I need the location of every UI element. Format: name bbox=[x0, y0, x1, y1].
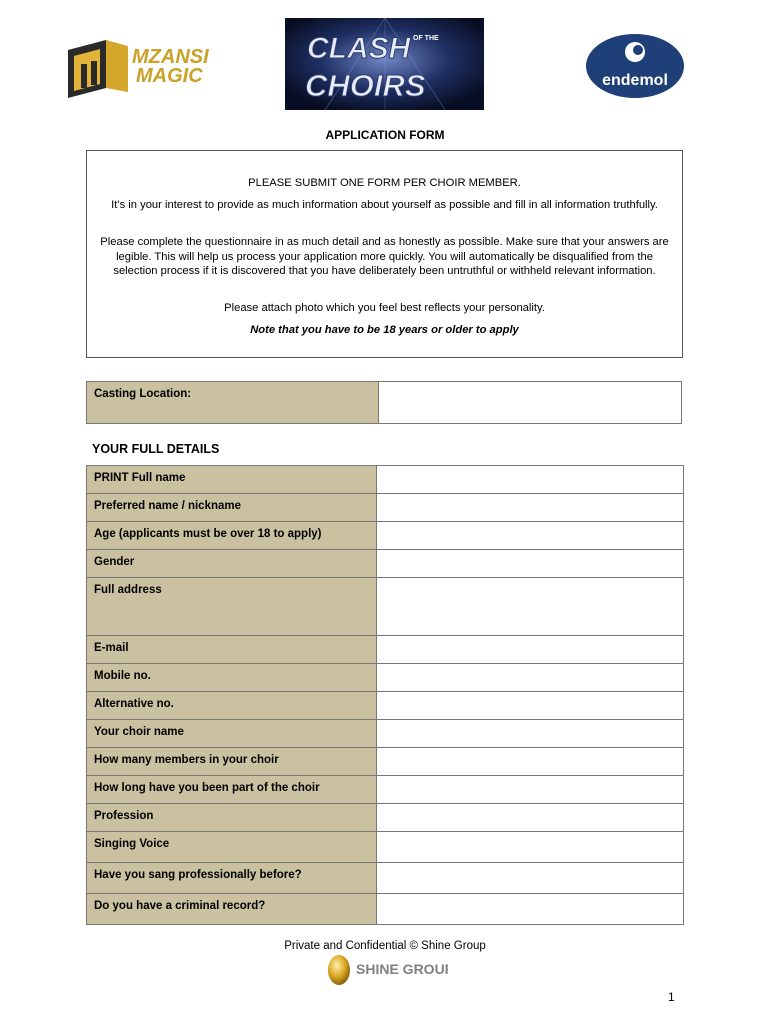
field-label: Mobile no. bbox=[87, 664, 377, 692]
field-label: Alternative no. bbox=[87, 692, 377, 720]
table-row bbox=[87, 664, 684, 692]
table-row bbox=[87, 466, 684, 494]
field-input[interactable] bbox=[377, 578, 684, 636]
footer-confidential: Private and Confidential © Shine Group bbox=[284, 940, 486, 952]
field-label: PRINT Full name bbox=[87, 466, 377, 494]
clash-logo-artwork bbox=[285, 18, 484, 110]
field-input[interactable] bbox=[377, 832, 684, 863]
instruction-interest: It’s in your interest to provide as much information about yourself as possible and fill in all information truthfully. bbox=[111, 199, 658, 211]
casting-location-input[interactable] bbox=[379, 382, 682, 424]
magic-text: MAGIC bbox=[136, 65, 203, 87]
field-label: Your choir name bbox=[87, 720, 377, 748]
shine-group-text: SHINE GROUP bbox=[356, 961, 448, 977]
clash-of-the-choirs-logo bbox=[285, 18, 484, 110]
of-the-word: OF THE bbox=[413, 35, 439, 42]
shine-group-logo bbox=[326, 952, 448, 988]
table-row bbox=[87, 578, 684, 636]
field-input[interactable] bbox=[377, 720, 684, 748]
table-row bbox=[87, 692, 684, 720]
table-row bbox=[87, 748, 684, 776]
instruction-photo: Please attach photo which you feel best reflects your personality. bbox=[224, 302, 545, 314]
mzansi-magic-logo bbox=[66, 36, 226, 102]
table-row bbox=[87, 863, 684, 894]
field-input[interactable] bbox=[377, 466, 684, 494]
field-input[interactable] bbox=[377, 494, 684, 522]
field-label: Have you sang professionally before? bbox=[87, 863, 377, 894]
instruction-detail: Please complete the questionnaire in as much detail and as honestly as possible. Make sure that your answers are legible. This will help us process your application more quickly. You will automatically be disqualified from the selection process if it is discovered that you have deliberately been untruthful or withheld relevant information. bbox=[100, 236, 669, 278]
table-row bbox=[87, 494, 684, 522]
table-row bbox=[87, 804, 684, 832]
field-label: Profession bbox=[87, 804, 377, 832]
page-number: 1 bbox=[668, 990, 675, 1004]
instructions-box bbox=[86, 150, 683, 358]
field-label: Singing Voice bbox=[87, 832, 377, 863]
endemol-emblem bbox=[585, 33, 685, 99]
casting-location-table bbox=[86, 381, 682, 424]
field-label: How many members in your choir bbox=[87, 748, 377, 776]
full-details-table bbox=[86, 465, 684, 925]
table-row bbox=[87, 832, 684, 863]
age-note: Note that you have to be 18 years or older to apply bbox=[250, 324, 519, 336]
form-title: APPLICATION FORM bbox=[325, 128, 445, 142]
table-row bbox=[87, 894, 684, 925]
endemol-logo bbox=[585, 33, 685, 99]
endemol-text: endemol bbox=[602, 72, 668, 89]
field-label: Gender bbox=[87, 550, 377, 578]
field-label: Preferred name / nickname bbox=[87, 494, 377, 522]
table-row bbox=[87, 636, 684, 664]
mzansi-text: MZANSI bbox=[132, 46, 209, 68]
table-row bbox=[87, 550, 684, 578]
field-input[interactable] bbox=[377, 664, 684, 692]
table-row bbox=[87, 720, 684, 748]
field-label: Age (applicants must be over 18 to apply) bbox=[87, 522, 377, 550]
table-row bbox=[87, 776, 684, 804]
field-input[interactable] bbox=[377, 804, 684, 832]
field-input[interactable] bbox=[377, 522, 684, 550]
shine-group-emblem bbox=[326, 952, 448, 988]
field-label: E-mail bbox=[87, 636, 377, 664]
instruction-one-form: PLEASE SUBMIT ONE FORM PER CHOIR MEMBER. bbox=[248, 177, 521, 189]
field-label: Do you have a criminal record? bbox=[87, 894, 377, 925]
field-input[interactable] bbox=[377, 748, 684, 776]
mzansi-magic-emblem bbox=[66, 36, 226, 102]
field-input[interactable] bbox=[377, 863, 684, 894]
field-input[interactable] bbox=[377, 636, 684, 664]
field-input[interactable] bbox=[377, 692, 684, 720]
section-title: YOUR FULL DETAILS bbox=[92, 442, 220, 456]
field-input[interactable] bbox=[377, 550, 684, 578]
clash-word: CLASH bbox=[307, 32, 411, 65]
choirs-word: CHOIRS bbox=[305, 68, 426, 103]
field-input[interactable] bbox=[377, 894, 684, 925]
casting-location-label: Casting Location: bbox=[87, 382, 379, 424]
field-input[interactable] bbox=[377, 776, 684, 804]
table-row bbox=[87, 522, 684, 550]
field-label: How long have you been part of the choir bbox=[87, 776, 377, 804]
field-label: Full address bbox=[87, 578, 377, 636]
